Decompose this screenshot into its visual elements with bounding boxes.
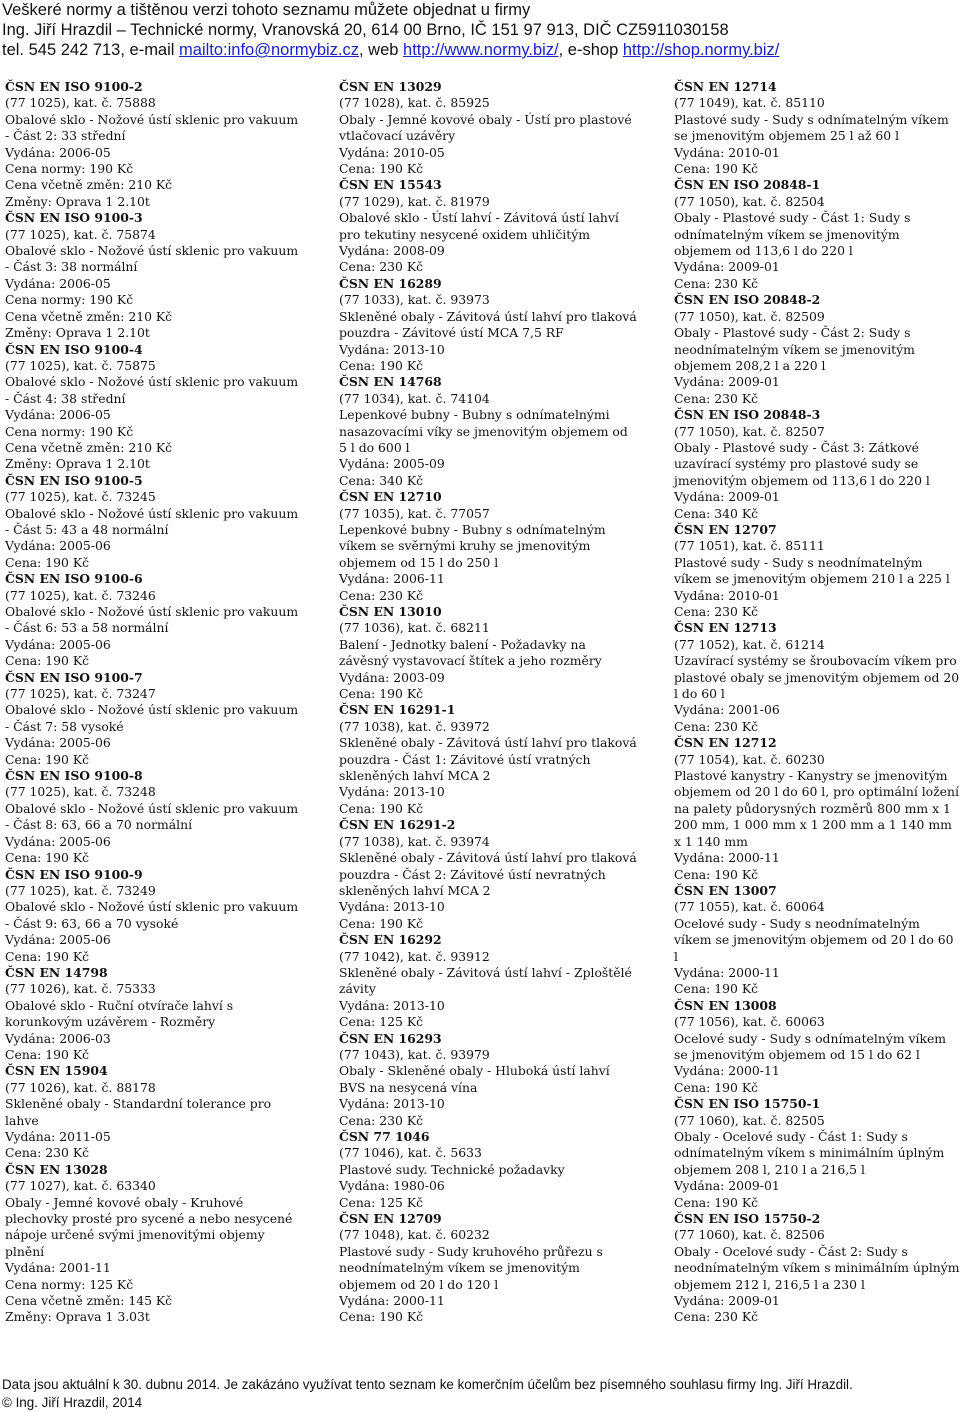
standard-detail: (77 1038), kat. č. 93974 bbox=[339, 833, 490, 849]
standard-code: ČSN EN ISO 9100-9 bbox=[5, 866, 143, 882]
standard-detail: Balení - Jednotky balení - Požadavky na závěsný vystavovací štítek a jeho rozměry bbox=[339, 636, 602, 669]
standard-detail: (77 1027), kat. č. 63340 bbox=[5, 1178, 156, 1194]
standard-detail: Vydána: 2006-11 bbox=[339, 571, 445, 587]
standard-detail: (77 1046), kat. č. 5633 bbox=[339, 1145, 482, 1161]
standard-entry bbox=[339, 276, 639, 374]
standard-detail: Změny: Oprava 1 2.10t bbox=[5, 325, 150, 341]
standard-entry bbox=[674, 177, 960, 292]
standard-detail: Cena: 125 Kč bbox=[339, 1194, 424, 1210]
standard-detail: Cena: 190 Kč bbox=[339, 686, 424, 702]
standard-detail: Vydána: 2010-01 bbox=[674, 587, 780, 603]
standard-detail: Vydána: 2003-09 bbox=[339, 669, 445, 685]
standard-detail: Obalové sklo - Nožové ústí sklenic pro vakuum - Část 3: 38 normální bbox=[5, 243, 299, 275]
standard-detail: Změny: Oprava 1 2.10t bbox=[5, 193, 150, 209]
standard-detail: Cena: 190 Kč bbox=[339, 915, 424, 931]
standard-entry bbox=[5, 1063, 305, 1161]
standard-detail: (77 1049), kat. č. 85110 bbox=[674, 95, 825, 111]
standard-detail: Vydána: 2009-01 bbox=[674, 374, 780, 390]
header-line-3 bbox=[2, 40, 952, 60]
standard-code: ČSN EN 15904 bbox=[5, 1063, 108, 1079]
standard-code: ČSN EN 14798 bbox=[5, 964, 108, 980]
standard-detail: Skleněné obaly - Standardní tolerance pro lahve bbox=[5, 1096, 272, 1128]
standard-detail: Vydána: 2000-11 bbox=[674, 850, 780, 866]
standard-detail: Cena: 190 Kč bbox=[339, 800, 424, 816]
standard-detail: Obalové sklo - Nožové ústí sklenic pro vakuum - Část 6: 53 a 58 normální bbox=[5, 604, 299, 636]
standard-entry bbox=[5, 1162, 305, 1326]
standard-entry bbox=[339, 79, 639, 177]
standard-code: ČSN EN 16289 bbox=[339, 275, 442, 291]
standard-detail: (77 1050), kat. č. 82504 bbox=[674, 193, 825, 209]
standard-detail: (77 1048), kat. č. 60232 bbox=[339, 1227, 490, 1243]
standard-detail: Vydána: 2010-05 bbox=[339, 144, 445, 160]
standard-detail: Cena normy: 190 Kč bbox=[5, 161, 134, 177]
standard-detail: Vydána: 2005-06 bbox=[5, 735, 111, 751]
standard-detail: Ocelové sudy - Sudy s odnímatelným víkem se jmenovitým objemem od 15 l do 62 l bbox=[674, 1030, 947, 1062]
standard-detail: Obalové sklo - Nožové ústí sklenic pro vakuum - Část 2: 33 střední bbox=[5, 111, 299, 144]
column-3 bbox=[674, 79, 960, 1326]
standard-entry bbox=[5, 670, 305, 768]
standard-detail: Cena: 230 Kč bbox=[674, 390, 759, 406]
standard-entry bbox=[339, 932, 639, 1030]
standard-detail: Vydána: 2005-06 bbox=[5, 636, 111, 652]
standard-code: ČSN EN 16291-1 bbox=[339, 702, 456, 718]
standard-detail: (77 1054), kat. č. 60230 bbox=[674, 751, 825, 767]
standard-detail: Cena: 190 Kč bbox=[5, 1046, 90, 1062]
header-tel: tel. 545 242 713, e-mail bbox=[2, 41, 180, 59]
standard-detail: Cena včetně změn: 210 Kč bbox=[5, 308, 173, 324]
standard-entry bbox=[5, 768, 305, 866]
standard-detail: Cena včetně změn: 210 Kč bbox=[5, 177, 173, 193]
standard-code: ČSN EN 12714 bbox=[674, 79, 777, 94]
page-footer bbox=[2, 1376, 958, 1412]
standard-entry bbox=[5, 473, 305, 571]
standard-entry bbox=[5, 210, 305, 341]
standard-detail: Vydána: 2009-01 bbox=[674, 259, 780, 275]
standard-detail: (77 1025), kat. č. 73248 bbox=[5, 784, 156, 800]
standard-code: ČSN EN 13010 bbox=[339, 604, 442, 619]
standard-code: ČSN EN 13007 bbox=[674, 882, 777, 898]
standard-code: ČSN EN 12709 bbox=[339, 1211, 442, 1227]
standard-entry bbox=[339, 489, 639, 604]
footer-notice: Data jsou aktuální k 30. dubnu 2014. Je zakázáno využívat tento seznam ke komerčním účelům bez písemného souhlasu firmy Ing. Jiří Hrazdil. bbox=[2, 1377, 853, 1392]
standard-entry bbox=[339, 1129, 639, 1211]
standard-detail: Vydána: 2000-11 bbox=[674, 1063, 780, 1079]
standard-detail: Obaly - Jemné kovové obaly - Kruhové plechovky prosté pro sycené a nebo nesycené nápoje určené svými jmenovitými objemy plnění bbox=[5, 1194, 293, 1259]
standard-code: ČSN EN ISO 15750-1 bbox=[674, 1096, 821, 1112]
standard-code: ČSN EN 16291-2 bbox=[339, 817, 456, 833]
eshop-link[interactable]: http://shop.normy.biz/ bbox=[622, 41, 780, 59]
standard-entry bbox=[339, 817, 639, 932]
header-line-2: Ing. Jiří Hrazdil – Technické normy, Vranovská 20, 614 00 Brno, IČ 151 97 913, DIČ CZ5911030158 bbox=[2, 21, 729, 39]
standard-entry bbox=[339, 1031, 639, 1129]
standard-detail: Skleněné obaly - Závitová ústí lahví pro tlaková pouzdra - Závitové ústí MCA 7,5 RF bbox=[339, 308, 637, 341]
standard-code: ČSN EN ISO 15750-2 bbox=[674, 1211, 821, 1227]
standard-code: ČSN 77 1046 bbox=[339, 1129, 430, 1144]
standard-detail: (77 1026), kat. č. 75333 bbox=[5, 981, 156, 997]
standard-code: ČSN EN 15543 bbox=[339, 177, 442, 193]
standard-detail: (77 1050), kat. č. 82507 bbox=[674, 423, 825, 439]
standard-code: ČSN EN 12707 bbox=[674, 521, 777, 537]
standard-detail: Cena: 190 Kč bbox=[5, 653, 90, 669]
standard-entry bbox=[674, 1096, 960, 1211]
standard-detail: Plastové sudy - Sudy s odnímatelným víkem se jmenovitým objemem 25 l až 60 l bbox=[674, 111, 949, 144]
standard-detail: Cena: 190 Kč bbox=[674, 866, 759, 882]
standard-detail: Cena: 190 Kč bbox=[674, 1079, 759, 1095]
standard-detail: (77 1056), kat. č. 60063 bbox=[674, 1014, 825, 1030]
standard-detail: Cena: 190 Kč bbox=[674, 161, 759, 177]
standard-detail: (77 1025), kat. č. 73246 bbox=[5, 587, 156, 603]
standard-detail: (77 1060), kat. č. 82505 bbox=[674, 1112, 825, 1128]
standard-detail: Vydána: 2011-05 bbox=[5, 1129, 111, 1144]
standard-entry bbox=[339, 604, 639, 702]
standard-detail: Vydána: 2009-01 bbox=[674, 489, 780, 505]
standard-detail: Plastové sudy - Sudy kruhového průřezu s neodnímatelným víkem se jmenovitým objemem od 20 l do 120 l bbox=[339, 1243, 603, 1292]
standard-detail: Cena: 340 Kč bbox=[339, 472, 424, 488]
standard-detail: Plastové kanystry - Kanystry se jmenovitým objemem od 20 l do 60 l, pro optimální ložení na palety půdorysných rozměrů 800 mm x 1 200 mm, 1 000 mm x 1 200 mm a 1 140 mm x 1 140 mm bbox=[674, 768, 959, 849]
standard-code: ČSN EN ISO 9100-3 bbox=[5, 210, 143, 226]
standard-detail: Obalové sklo - Ruční otvírače lahví s korunkovým uzávěrem - Rozměry bbox=[5, 997, 234, 1030]
standard-detail: Skleněné obaly - Závitová ústí lahví - Zploštělé závity bbox=[339, 964, 632, 997]
standard-detail: Skleněné obaly - Závitová ústí lahví pro tlaková pouzdra - Část 2: Závitové ústí nevratných skleněných lahví MCA 2 bbox=[339, 850, 637, 898]
standard-detail: Cena: 230 Kč bbox=[674, 1309, 759, 1325]
standard-code: ČSN EN 13028 bbox=[5, 1161, 108, 1177]
web-link[interactable]: http://www.normy.biz/ bbox=[403, 41, 559, 59]
standard-detail: (77 1035), kat. č. 77057 bbox=[339, 505, 490, 521]
standard-detail: Vydána: 2009-01 bbox=[674, 1178, 780, 1194]
standard-detail: Vydána: 2001-06 bbox=[674, 702, 780, 718]
standard-detail: Obaly - Jemné kovové obaly - Ústí pro plastové vtlačovací uzávěry bbox=[339, 111, 632, 144]
standard-detail: Změny: Oprava 1 3.03t bbox=[5, 1309, 150, 1325]
standard-code: ČSN EN 13029 bbox=[339, 79, 442, 94]
standard-detail: Cena: 230 Kč bbox=[339, 587, 424, 603]
standard-entry bbox=[674, 407, 960, 522]
standard-code: ČSN EN ISO 9100-2 bbox=[5, 79, 143, 94]
standard-entry bbox=[674, 883, 960, 998]
standard-detail: Vydána: 2006-05 bbox=[5, 275, 111, 291]
standard-entry bbox=[5, 342, 305, 473]
standard-detail: (77 1036), kat. č. 68211 bbox=[339, 620, 490, 636]
standard-entry bbox=[5, 571, 305, 669]
standard-detail: Vydána: 1980-06 bbox=[339, 1178, 445, 1194]
footer-copyright: © Ing. Jiří Hrazdil, 2014 bbox=[2, 1395, 143, 1410]
standard-detail: Cena: 190 Kč bbox=[5, 554, 90, 570]
standard-code: ČSN EN 16293 bbox=[339, 1030, 442, 1046]
standard-detail: (77 1025), kat. č. 73247 bbox=[5, 686, 156, 702]
standard-detail: Vydána: 2005-09 bbox=[339, 456, 445, 472]
standard-detail: Ocelové sudy - Sudy s neodnímatelným víkem se jmenovitým objemem od 20 l do 60 l bbox=[674, 915, 954, 964]
standard-detail: Vydána: 2013-10 bbox=[339, 899, 445, 915]
standard-detail: Vydána: 2005-06 bbox=[5, 538, 111, 554]
standard-detail: Cena včetně změn: 145 Kč bbox=[5, 1293, 173, 1309]
standard-detail: (77 1025), kat. č. 75875 bbox=[5, 357, 156, 373]
standard-detail: Cena: 190 Kč bbox=[339, 1309, 424, 1325]
standard-detail: Vydána: 2006-03 bbox=[5, 1030, 111, 1046]
standard-detail: (77 1025), kat. č. 73245 bbox=[5, 489, 156, 505]
standard-entry bbox=[674, 79, 960, 177]
standard-detail: (77 1025), kat. č. 73249 bbox=[5, 882, 156, 898]
standard-entry bbox=[339, 374, 639, 489]
standard-detail: Obalové sklo - Nožové ústí sklenic pro vakuum - Část 4: 38 střední bbox=[5, 374, 299, 406]
standard-detail: Lepenkové bubny - Bubny s odnímatelným víkem se svěrnými kruhy se jmenovitým objemem od 15 l do 250 l bbox=[339, 521, 606, 570]
standard-detail: Cena: 190 Kč bbox=[5, 850, 90, 866]
standard-detail: Cena: 230 Kč bbox=[339, 259, 424, 275]
standard-detail: Cena: 230 Kč bbox=[674, 604, 759, 619]
standard-code: ČSN EN 13008 bbox=[674, 997, 777, 1013]
standard-detail: Vydána: 2001-11 bbox=[5, 1260, 111, 1276]
standard-detail: (77 1028), kat. č. 85925 bbox=[339, 95, 490, 111]
standard-entry bbox=[5, 79, 305, 210]
column-2 bbox=[339, 79, 639, 1326]
standard-code: ČSN EN ISO 9100-7 bbox=[5, 669, 143, 685]
standard-detail: Obalové sklo - Nožové ústí sklenic pro vakuum - Část 7: 58 vysoké bbox=[5, 702, 299, 734]
standard-detail: Cena normy: 190 Kč bbox=[5, 423, 134, 439]
standard-detail: Vydána: 2005-06 bbox=[5, 932, 111, 948]
standard-code: ČSN EN 12712 bbox=[674, 735, 777, 751]
standard-detail: Cena normy: 190 Kč bbox=[5, 292, 134, 308]
standard-detail: Vydána: 2009-01 bbox=[674, 1293, 780, 1309]
standard-detail: Vydána: 2013-10 bbox=[339, 784, 445, 800]
standard-detail: (77 1029), kat. č. 81979 bbox=[339, 193, 490, 209]
standard-detail: Vydána: 2006-05 bbox=[5, 407, 111, 423]
standard-entry bbox=[674, 998, 960, 1096]
standard-detail: Vydána: 2000-11 bbox=[674, 964, 780, 980]
standard-detail: (77 1025), kat. č. 75888 bbox=[5, 95, 156, 111]
standard-entry bbox=[339, 1211, 639, 1326]
standard-detail: Plastové sudy - Sudy s neodnímatelným víkem se jmenovitým objemem 210 l a 225 l bbox=[674, 554, 950, 587]
standard-code: ČSN EN 14768 bbox=[339, 374, 442, 390]
standard-code: ČSN EN 12713 bbox=[674, 620, 777, 636]
standard-detail: (77 1051), kat. č. 85111 bbox=[674, 538, 825, 554]
standard-detail: (77 1038), kat. č. 93972 bbox=[339, 718, 490, 734]
standard-detail: Obalové sklo - Nožové ústí sklenic pro vakuum - Část 5: 43 a 48 normální bbox=[5, 505, 299, 537]
standard-detail: Obalové sklo - Nožové ústí sklenic pro vakuum - Část 8: 63, 66 a 70 normální bbox=[5, 800, 299, 833]
standard-entry bbox=[5, 965, 305, 1063]
standard-detail: Cena: 190 Kč bbox=[5, 751, 90, 767]
standard-entry bbox=[674, 620, 960, 735]
standard-detail: Vydána: 2000-11 bbox=[339, 1293, 445, 1309]
standard-detail: (77 1042), kat. č. 93912 bbox=[339, 948, 490, 964]
standard-detail: Obalové sklo - Nožové ústí sklenic pro vakuum - Část 9: 63, 66 a 70 vysoké bbox=[5, 899, 299, 931]
standard-detail: Vydána: 2005-06 bbox=[5, 833, 111, 849]
standard-detail: (77 1055), kat. č. 60064 bbox=[674, 899, 825, 915]
standard-detail: Vydána: 2006-05 bbox=[5, 144, 111, 160]
standard-detail: (77 1025), kat. č. 75874 bbox=[5, 226, 156, 242]
standard-code: ČSN EN 12710 bbox=[339, 489, 442, 505]
standard-detail: Obaly - Skleněné obaly - Hluboká ústí lahví BVS na nesycená vína bbox=[339, 1063, 610, 1095]
standard-detail: Změny: Oprava 1 2.10t bbox=[5, 456, 150, 472]
standard-code: ČSN EN ISO 9100-5 bbox=[5, 472, 143, 488]
standard-detail: Cena včetně změn: 210 Kč bbox=[5, 439, 173, 455]
standard-detail: (77 1050), kat. č. 82509 bbox=[674, 308, 825, 324]
header-web-label: , web bbox=[359, 41, 404, 59]
standard-code: ČSN EN ISO 9100-8 bbox=[5, 768, 143, 784]
standard-detail: (77 1060), kat. č. 82506 bbox=[674, 1227, 825, 1243]
standard-entry bbox=[5, 867, 305, 965]
standard-detail: Lepenkové bubny - Bubny s odnímatelnými nasazovacími víky se jmenovitým objemem od 5 l do 600 l bbox=[339, 407, 628, 455]
column-1 bbox=[5, 79, 305, 1326]
standard-detail: Cena: 230 Kč bbox=[674, 275, 759, 291]
standard-detail: (77 1034), kat. č. 74104 bbox=[339, 390, 490, 406]
header-line-1: Veškeré normy a tištěnou verzi tohoto seznamu můžete objednat u firmy bbox=[2, 1, 531, 19]
standard-detail: Vydána: 2008-09 bbox=[339, 243, 445, 259]
standard-detail: Uzavírací systémy se šroubovacím víkem pro plastové obaly se jmenovitým objemem od 20 l do 60 l bbox=[674, 653, 960, 702]
standard-detail: Cena normy: 125 Kč bbox=[5, 1276, 134, 1292]
standard-detail: Cena: 190 Kč bbox=[674, 981, 759, 997]
header-eshop-label: , e-shop bbox=[558, 41, 623, 59]
standard-code: ČSN EN ISO 9100-4 bbox=[5, 341, 143, 357]
standard-code: ČSN EN ISO 20848-1 bbox=[674, 177, 821, 193]
page-header bbox=[2, 0, 952, 60]
standard-detail: Cena: 190 Kč bbox=[339, 357, 424, 373]
standard-detail: Plastové sudy. Technické požadavky bbox=[339, 1161, 565, 1177]
standard-detail: Obaly - Ocelové sudy - Část 1: Sudy s odnímatelným víkem s minimálním úplným objemem 208 l, 210 l a 216,5 l bbox=[674, 1129, 945, 1177]
standard-entry bbox=[674, 735, 960, 883]
standard-detail: Skleněné obaly - Závitová ústí lahví pro tlaková pouzdra - Část 1: Závitové ústí vratných skleněných lahví MCA 2 bbox=[339, 735, 637, 784]
standard-detail: Cena: 230 Kč bbox=[5, 1145, 90, 1161]
standard-detail: Cena: 190 Kč bbox=[339, 161, 424, 177]
standard-entry bbox=[339, 702, 639, 817]
standard-detail: Cena: 190 Kč bbox=[674, 1194, 759, 1210]
standard-detail: Obaly - Ocelové sudy - Část 2: Sudy s neodnímatelným víkem s minimálním úplným objemem 212 l, 216,5 l a 230 l bbox=[674, 1243, 960, 1292]
standard-detail: Cena: 125 Kč bbox=[339, 1014, 424, 1030]
standard-detail: Obaly - Plastové sudy - Část 3: Zátkové uzavírací systémy pro plastové sudy se jmenovitým objemem od 113,6 l do 220 l bbox=[674, 439, 930, 488]
standard-detail: (77 1033), kat. č. 93973 bbox=[339, 292, 490, 308]
standard-code: ČSN EN 16292 bbox=[339, 932, 442, 948]
standard-detail: Cena: 190 Kč bbox=[5, 948, 90, 964]
standard-code: ČSN EN ISO 20848-2 bbox=[674, 292, 821, 308]
standard-detail: (77 1052), kat. č. 61214 bbox=[674, 636, 825, 652]
standard-detail: Obaly - Plastové sudy - Část 2: Sudy s neodnímatelným víkem se jmenovitým objemem 208,2 l a 220 l bbox=[674, 325, 915, 373]
standard-entry bbox=[674, 292, 960, 407]
standard-detail: (77 1043), kat. č. 93979 bbox=[339, 1046, 490, 1062]
standard-detail: (77 1026), kat. č. 88178 bbox=[5, 1079, 156, 1095]
standard-entry bbox=[674, 1211, 960, 1326]
standard-entry bbox=[339, 177, 639, 275]
standards-list bbox=[0, 79, 960, 1339]
standard-detail: Cena: 230 Kč bbox=[674, 718, 759, 734]
standard-detail: Vydána: 2013-10 bbox=[339, 997, 445, 1013]
standard-entry bbox=[674, 522, 960, 620]
standard-detail: Cena: 230 Kč bbox=[339, 1112, 424, 1128]
standard-code: ČSN EN ISO 20848-3 bbox=[674, 407, 821, 423]
standard-detail: Obaly - Plastové sudy - Část 1: Sudy s odnímatelným víkem se jmenovitým objemem od 113,6 l do 220 l bbox=[674, 210, 911, 259]
standard-detail: Vydána: 2013-10 bbox=[339, 1096, 445, 1112]
email-link[interactable]: mailto:info@normybiz.cz bbox=[179, 41, 360, 59]
standard-detail: Cena: 340 Kč bbox=[674, 505, 759, 521]
standard-code: ČSN EN ISO 9100-6 bbox=[5, 571, 143, 587]
standard-detail: Vydána: 2010-01 bbox=[674, 144, 780, 160]
standard-detail: Vydána: 2013-10 bbox=[339, 341, 445, 357]
standard-detail: Obalové sklo - Ústí lahví - Závitová ústí lahví pro tekutiny nesycené oxidem uhličitým bbox=[339, 210, 619, 242]
